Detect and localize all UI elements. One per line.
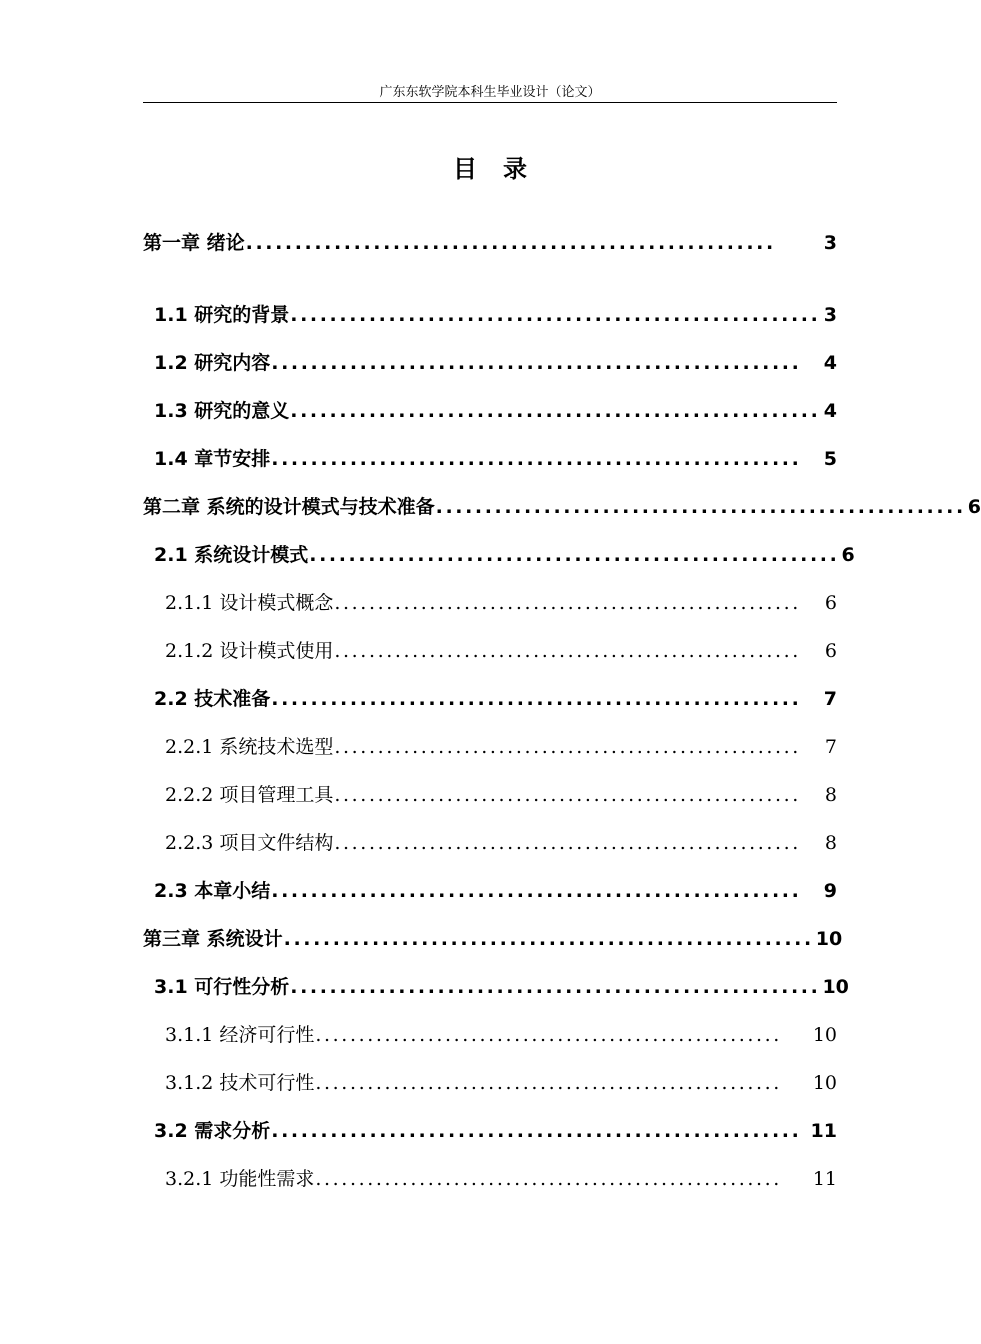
toc-entry[interactable] bbox=[154, 396, 837, 426]
toc-page-number: 6 bbox=[824, 640, 837, 662]
toc-entry[interactable] bbox=[154, 300, 837, 330]
toc-entry[interactable] bbox=[154, 1116, 837, 1146]
toc-page-number: 7 bbox=[824, 736, 837, 758]
toc-entry-label: 1.2 研究内容 bbox=[154, 352, 271, 374]
toc-dot-leader: ...................................................... bbox=[271, 688, 802, 710]
toc-entry[interactable] bbox=[143, 492, 981, 522]
toc-dot-leader: ...................................................... bbox=[334, 784, 801, 806]
toc-dot-leader: ...................................................... bbox=[334, 832, 801, 854]
toc-page-number: 9 bbox=[823, 880, 837, 902]
toc-page-number: 6 bbox=[824, 592, 837, 614]
toc-page-number: 5 bbox=[823, 448, 837, 470]
toc-entry[interactable] bbox=[154, 444, 837, 474]
toc-page-number: 4 bbox=[823, 400, 837, 422]
header-rule bbox=[143, 102, 837, 103]
toc-entry-label: 1.3 研究的意义 bbox=[154, 400, 290, 422]
toc-entry-label: 2.2.2 项目管理工具 bbox=[165, 784, 334, 806]
toc-entry-label: 3.2.1 功能性需求 bbox=[165, 1168, 315, 1190]
toc-dot-leader: ...................................................... bbox=[315, 1072, 782, 1094]
toc-dot-leader: ...................................................... bbox=[271, 352, 802, 374]
toc-page-number: 10 bbox=[812, 1024, 837, 1046]
toc-page-number: 11 bbox=[810, 1120, 837, 1142]
toc-dot-leader: ...................................................... bbox=[435, 496, 966, 518]
toc-dot-leader: ...................................................... bbox=[290, 976, 821, 998]
toc-entry[interactable] bbox=[154, 684, 837, 714]
toc-dot-leader: ...................................................... bbox=[245, 232, 776, 254]
toc-page-number: 10 bbox=[822, 976, 849, 998]
toc-entry-label: 第二章 系统的设计模式与技术准备 bbox=[143, 496, 435, 518]
toc-entry-label: 2.1.2 设计模式使用 bbox=[165, 640, 334, 662]
toc-dot-leader: ...................................................... bbox=[334, 736, 801, 758]
toc-entry[interactable] bbox=[165, 1068, 837, 1098]
toc-page-number: 4 bbox=[823, 352, 837, 374]
toc-dot-leader: ...................................................... bbox=[290, 304, 821, 326]
toc-entry[interactable] bbox=[165, 1164, 837, 1194]
toc-entry-label: 1.1 研究的背景 bbox=[154, 304, 290, 326]
toc-entry-label: 3.1.2 技术可行性 bbox=[165, 1072, 315, 1094]
toc-entry[interactable] bbox=[165, 588, 837, 618]
toc-dot-leader: ...................................................... bbox=[315, 1168, 782, 1190]
toc-entry-label: 2.2.3 项目文件结构 bbox=[165, 832, 334, 854]
toc-entry[interactable] bbox=[143, 228, 837, 258]
toc-dot-leader: ...................................................... bbox=[271, 1120, 802, 1142]
toc-dot-leader: ...................................................... bbox=[290, 400, 821, 422]
toc-page-number: 7 bbox=[823, 688, 837, 710]
toc-entry-label: 第三章 系统设计 bbox=[143, 928, 283, 950]
toc-entry[interactable] bbox=[165, 828, 837, 858]
toc-page-number: 3 bbox=[823, 304, 837, 326]
toc-dot-leader: ...................................................... bbox=[334, 592, 801, 614]
toc-page-number: 6 bbox=[967, 496, 981, 518]
toc-dot-leader: ...................................................... bbox=[315, 1024, 782, 1046]
toc-dot-leader: ...................................................... bbox=[271, 448, 802, 470]
toc-entry[interactable] bbox=[154, 972, 849, 1002]
page-header: 广东东软学院本科生毕业设计（论文） bbox=[379, 85, 601, 100]
toc-entry[interactable] bbox=[154, 348, 837, 378]
toc-page-number: 8 bbox=[824, 784, 837, 806]
toc-page-number: 11 bbox=[812, 1168, 837, 1190]
toc-dot-leader: ...................................................... bbox=[334, 640, 801, 662]
toc-entry-label: 3.1 可行性分析 bbox=[154, 976, 290, 998]
toc-entry[interactable] bbox=[165, 732, 837, 762]
toc-entry[interactable] bbox=[165, 780, 837, 810]
toc-dot-leader: ...................................................... bbox=[309, 544, 840, 566]
toc-page-number: 8 bbox=[824, 832, 837, 854]
toc-page-number: 3 bbox=[823, 232, 837, 254]
toc-page-number: 10 bbox=[812, 1072, 837, 1094]
toc-page-number: 6 bbox=[841, 544, 855, 566]
toc-entry-label: 2.1 系统设计模式 bbox=[154, 544, 309, 566]
toc-entry-label: 1.4 章节安排 bbox=[154, 448, 271, 470]
toc-entry[interactable] bbox=[143, 924, 843, 954]
toc-entry[interactable] bbox=[154, 540, 855, 570]
toc-title: 目录 bbox=[453, 155, 553, 183]
toc-entry-label: 第一章 绪论 bbox=[143, 232, 245, 254]
toc-entry[interactable] bbox=[165, 1020, 837, 1050]
toc-entry-label: 2.1.1 设计模式概念 bbox=[165, 592, 334, 614]
toc-dot-leader: ...................................................... bbox=[283, 928, 814, 950]
toc-dot-leader: ...................................................... bbox=[271, 880, 802, 902]
toc-entry[interactable] bbox=[165, 636, 837, 666]
toc-entry-label: 2.2 技术准备 bbox=[154, 688, 271, 710]
toc-entry[interactable] bbox=[154, 876, 837, 906]
toc-entry-label: 2.2.1 系统技术选型 bbox=[165, 736, 334, 758]
toc-entry-label: 2.3 本章小结 bbox=[154, 880, 271, 902]
toc-entry-label: 3.1.1 经济可行性 bbox=[165, 1024, 315, 1046]
toc-entry-label: 3.2 需求分析 bbox=[154, 1120, 271, 1142]
toc-page-number: 10 bbox=[815, 928, 843, 950]
